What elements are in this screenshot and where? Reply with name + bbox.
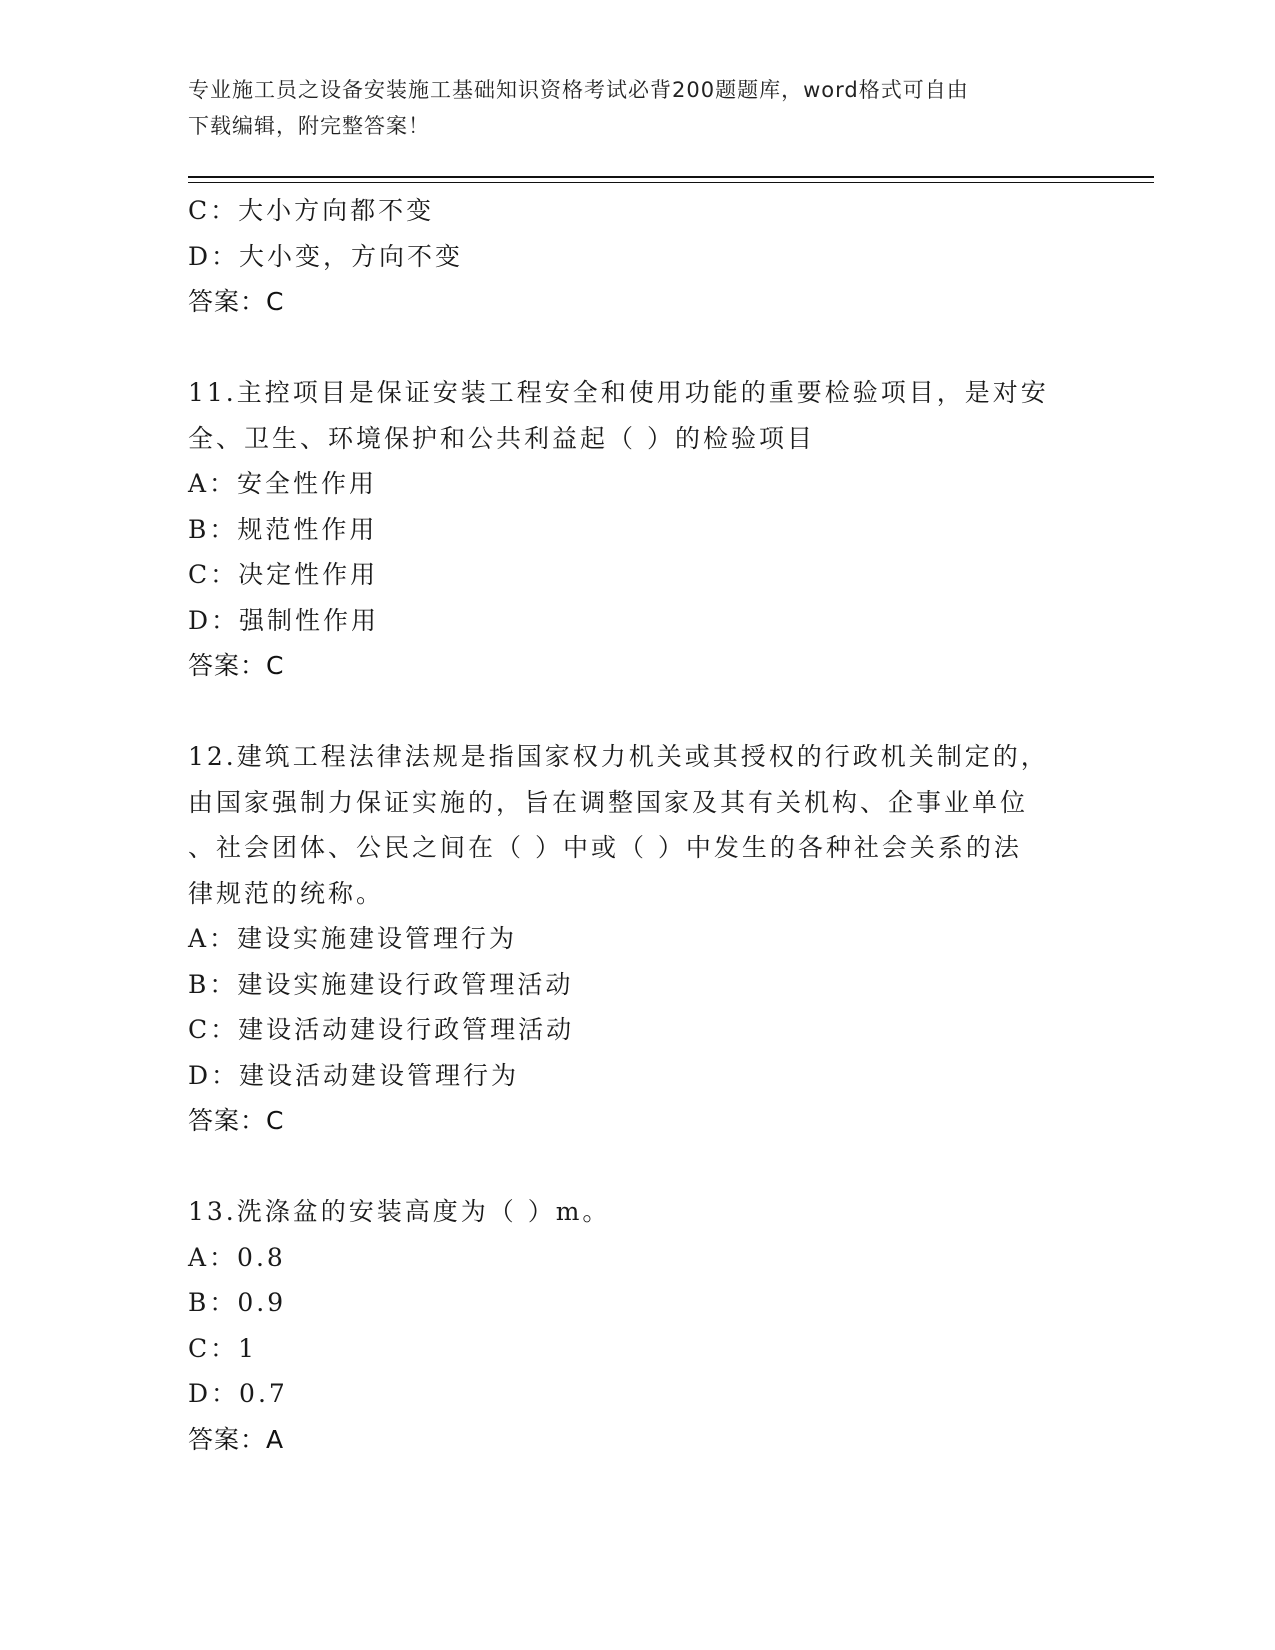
question-12 bbox=[188, 734, 1088, 1144]
question-stem: 11.主控项目是保证安装工程安全和使用功能的重要检验项目，是对安 bbox=[188, 378, 1049, 407]
question-stem: 12.建筑工程法律法规是指国家权力机关或其授权的行政机关制定的， bbox=[188, 742, 1049, 771]
option-a: A：0.8 bbox=[188, 1242, 286, 1272]
option-b: B：0.9 bbox=[188, 1288, 287, 1317]
option-d: D：大小变，方向不变 bbox=[188, 241, 464, 271]
option-d: D：建设活动建设管理行为 bbox=[188, 1060, 520, 1090]
option-a: A：安全性作用 bbox=[188, 469, 378, 498]
header-line-1: 专业施工员之设备安装施工基础知识资格考试必背200题题库，word格式可自由 bbox=[188, 78, 969, 102]
option-d: D：0.7 bbox=[188, 1379, 288, 1408]
question-13 bbox=[188, 1189, 1088, 1462]
option-b: B：规范性作用 bbox=[188, 514, 378, 544]
header-line-2: 下载编辑，附完整答案！ bbox=[188, 114, 430, 138]
question-stem: 13.洗涤盆的安装高度为（ ）m。 bbox=[188, 1197, 611, 1226]
option-a: A：建设实施建设管理行为 bbox=[188, 924, 518, 953]
question-stem: 律规范的统称。 bbox=[188, 878, 385, 908]
option-c: C：1 bbox=[188, 1333, 258, 1363]
header-rule-thin bbox=[188, 182, 1154, 183]
option-c: C：建设活动建设行政管理活动 bbox=[188, 1015, 575, 1044]
spacer bbox=[188, 325, 1088, 371]
option-c: C：决定性作用 bbox=[188, 560, 379, 589]
question-stem: 、社会团体、公民之间在（ ）中或（ ）中发生的各种社会关系的法 bbox=[188, 833, 1022, 862]
option-c: C：大小方向都不变 bbox=[188, 196, 435, 225]
answer-line: 答案：C bbox=[188, 287, 285, 316]
option-b: B：建设实施建设行政管理活动 bbox=[188, 969, 574, 999]
question-10-tail bbox=[188, 188, 1088, 325]
option-d: D：强制性作用 bbox=[188, 605, 380, 635]
answer-line: 答案：A bbox=[188, 1424, 285, 1454]
question-stem: 由国家强制力保证实施的，旨在调整国家及其有关机构、企事业单位 bbox=[188, 787, 1029, 817]
header-rule-thick bbox=[188, 176, 1154, 178]
answer-line: 答案：C bbox=[188, 1106, 285, 1135]
spacer bbox=[188, 1144, 1088, 1190]
spacer bbox=[188, 689, 1088, 735]
answer-line: 答案：C bbox=[188, 651, 285, 680]
page-header bbox=[188, 72, 1068, 144]
question-11 bbox=[188, 370, 1088, 689]
question-content bbox=[188, 188, 1088, 1462]
question-stem: 全、卫生、环境保护和公共利益起（ ）的检验项目 bbox=[188, 423, 815, 453]
